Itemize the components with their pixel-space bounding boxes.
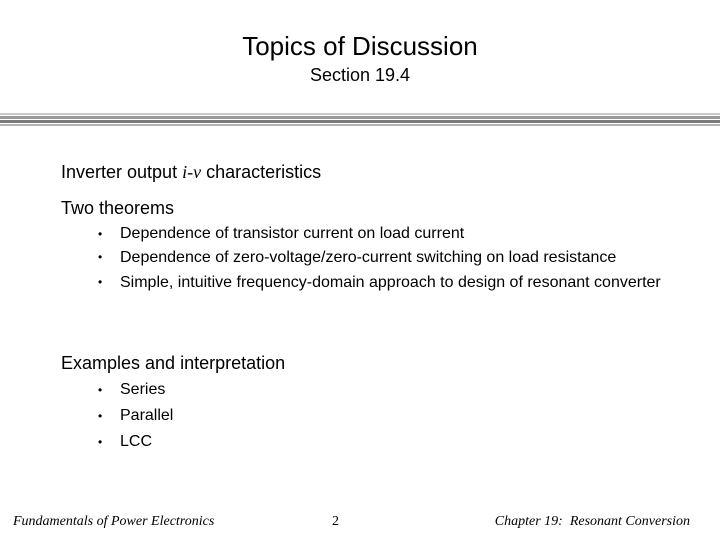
bullet-icon: • (98, 435, 103, 449)
bullet-icon: • (98, 250, 103, 264)
list-item-text: Dependence of transistor current on load current (120, 225, 465, 242)
bullet-icon: • (98, 409, 103, 423)
footer-page-number: 2 (332, 514, 339, 529)
bullet-icon: • (98, 227, 103, 241)
iv-math-symbol: i-v (182, 162, 202, 182)
title-divider (0, 113, 720, 127)
list-item (98, 271, 678, 295)
list-item (98, 403, 678, 429)
slide-subtitle: Section 19.4 (309, 65, 411, 85)
list-item-text: Parallel (120, 407, 174, 424)
examples-list (98, 377, 678, 455)
bullet-icon: • (98, 275, 103, 289)
topic-two-theorems: Two theorems (61, 198, 175, 218)
list-item (98, 377, 678, 403)
footer-chapter: Chapter 19: Resonant Conversion (494, 514, 690, 529)
bullet-icon: • (98, 383, 103, 397)
list-item (98, 222, 678, 246)
list-item (98, 429, 678, 455)
topic-text: characteristics (201, 162, 322, 182)
list-item-text: Series (120, 381, 166, 398)
list-item-text: LCC (120, 433, 153, 450)
list-item-text: Simple, intuitive frequency-domain approach to design of resonant converter (120, 274, 661, 291)
list-item (98, 246, 678, 270)
topic-inverter-output (61, 161, 321, 183)
topic-text: Inverter output (61, 162, 183, 182)
footer-book-title: Fundamentals of Power Electronics (13, 514, 215, 529)
slide-title: Topics of Discussion (242, 31, 478, 61)
topic-examples: Examples and interpretation (61, 353, 286, 373)
list-item-text: Dependence of zero-voltage/zero-current switching on load resistance (120, 249, 617, 266)
theorems-list (98, 222, 678, 296)
